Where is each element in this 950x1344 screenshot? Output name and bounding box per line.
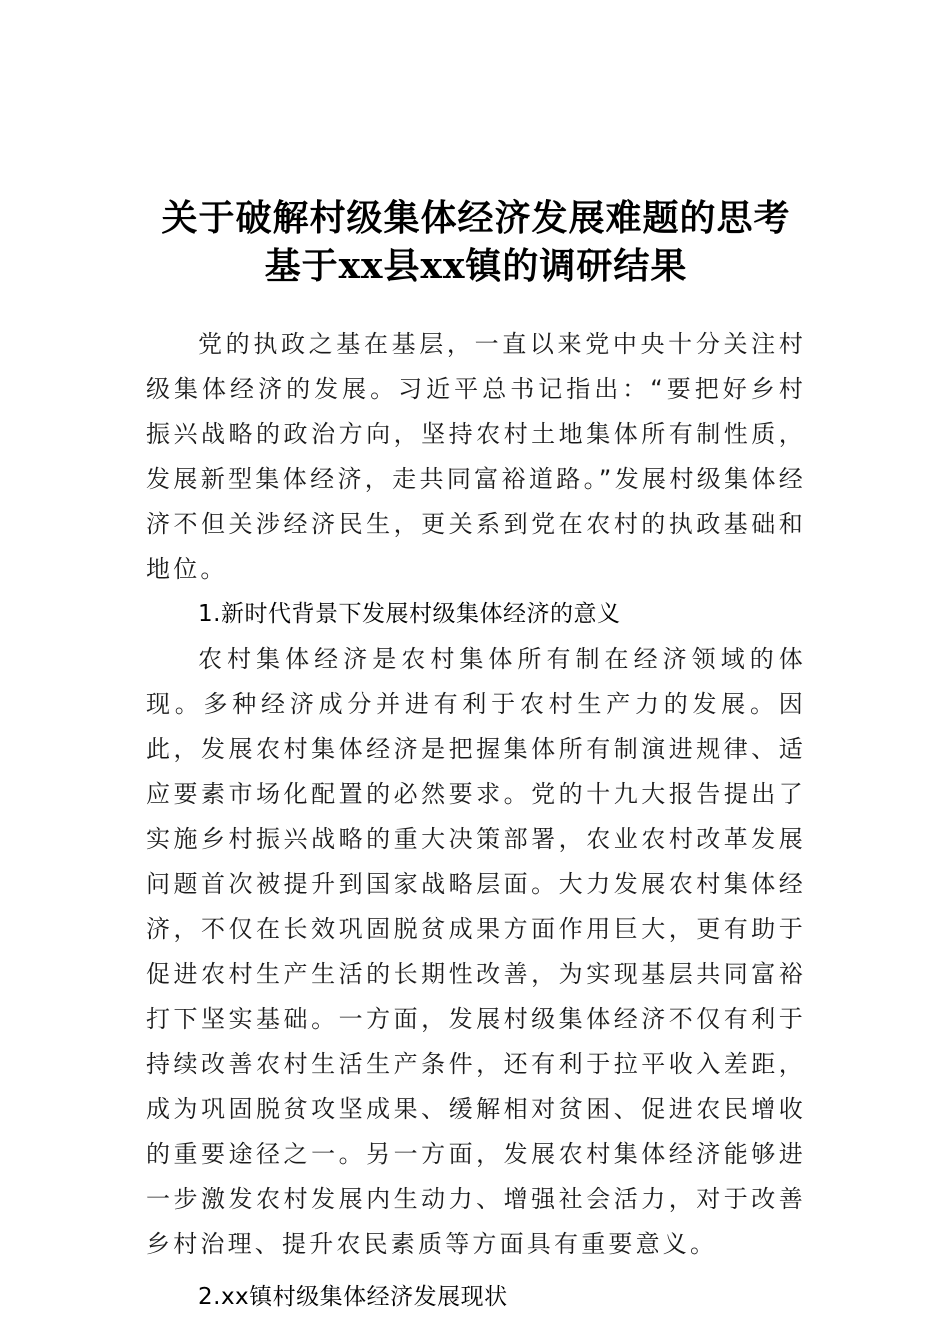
section-heading-1: 1.新时代背景下发展村级集体经济的意义 — [198, 601, 621, 627]
document-body — [146, 322, 806, 1320]
intro-paragraph: 党的执政之基在基层，一直以来党中央十分关注村级集体经济的发展。习近平总书记指出：“要把好乡村振兴战略的政治方向，坚持农村土地集体所有制性质，发展新型集体经济，走共同富裕道路。”发展村级集体经济不但关涉经济民生，更关系到党在农村的执政基础和地位。 — [146, 330, 806, 583]
section-1-paragraph: 农村集体经济是农村集体所有制在经济领域的体现。多种经济成分并进有利于农村生产力的发展。因此，发展农村集体经济是把握集体所有制演进规律、适应要素市场化配置的必然要求。党的十九大报告提出了实施乡村振兴战略的重大决策部署，农业农村改革发展问题首次被提升到国家战略层面。大力发展农村集体经济，不仅在长效巩固脱贫成果方面作用巨大，更有助于促进农村生产生活的长期性改善，为实现基层共同富裕打下坚实基础。一方面，发展村级集体经济不仅有利于持续改善农村生活生产条件，还有利于拉平收入差距，成为巩固脱贫攻坚成果、缓解相对贫困、促进农民增收的重要途径之一。另一方面，发展农村集体经济能够进一步激发农村发展内生动力、增强社会活力，对于改善乡村治理、提升农民素质等方面具有重要意义。 — [146, 645, 806, 1258]
document-title: 关于破解村级集体经济发展难题的思考基于xx县xx镇的调研结果 — [161, 197, 791, 288]
section-heading-2: 2.xx镇村级集体经济发展现状 — [198, 1284, 508, 1310]
